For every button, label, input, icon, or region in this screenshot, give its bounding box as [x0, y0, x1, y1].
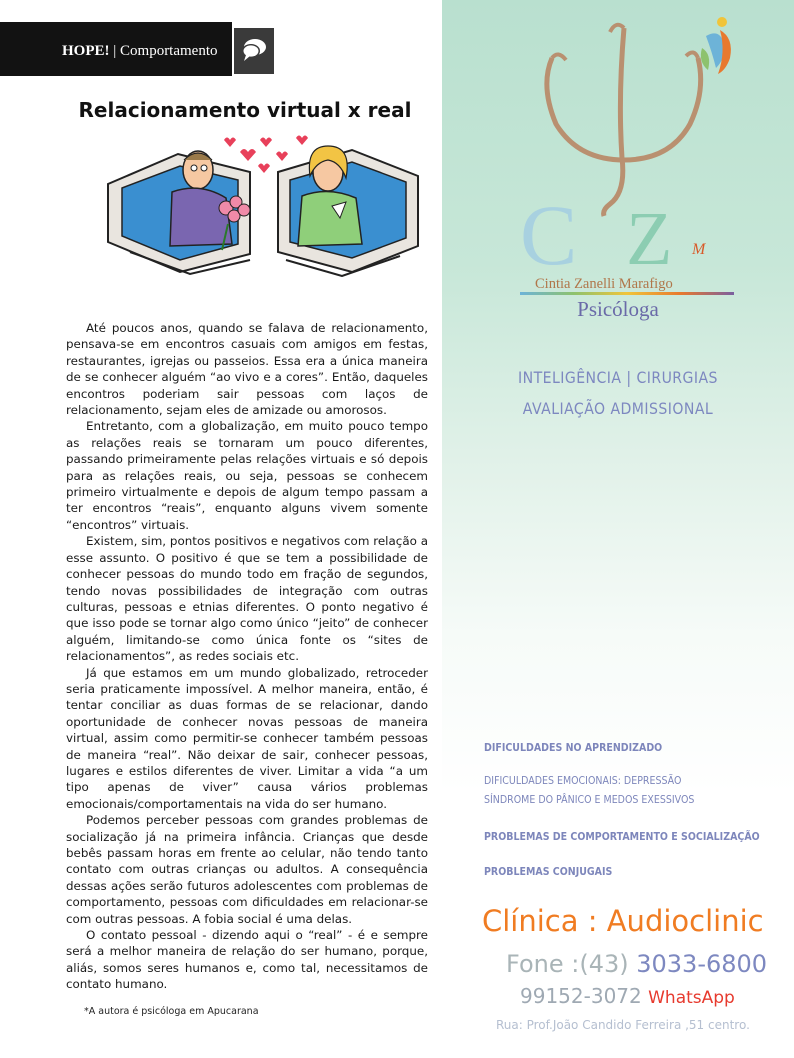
mobile-number: 99152-3072 [520, 984, 642, 1008]
section-name: HOPE! [62, 43, 110, 59]
article-paragraph: Existem, sim, pontos positivos e negativos com relação a esse assunto. O positivo é que se tem a possibilidade de conhecer pessoas do mundo todo em fração de segundos, tendo novas possibilidades de integração com outras culturas, pessoas e etnias diferentes. O ponto negativo é que isso pode se tornar algo como único “jeito” de conhecer alguém, limitando-se como única fonte os “sites de relacionamentos”, as redes sociais etc. [66, 534, 428, 664]
clinic-address: Rua: Prof.João Candido Ferreira ,51 centro. [496, 1018, 750, 1032]
couple-in-computers-illustration [100, 132, 420, 277]
whatsapp-line [520, 984, 735, 1008]
phone-number: 3033-6800 [636, 950, 768, 978]
difficulty-item: DIFICULDADES EMOCIONAIS: DEPRESSÃO [484, 774, 682, 787]
article-paragraph: Entretanto, com a globalização, em muito pouco tempo as relações reais se tornaram um pouco diferentes, passando primeiramente pelas relações virtuais e só depois para as relações reais, ou seja, pessoas se conhecem primeiro virtualmente e depois de algum tempo passam a ter encontros “reais”, enquanto alguns vivem somente “encontros” virtuais. [66, 419, 428, 532]
service-item: INTELIGÊNCIA | CIRURGIAS [518, 368, 718, 387]
difficulty-item: PROBLEMAS CONJUGAIS [484, 865, 613, 878]
svg-text:Z: Z [626, 197, 673, 276]
svg-text:M: M [692, 241, 706, 258]
phone-line [506, 950, 767, 978]
whatsapp-label: WhatsApp [648, 988, 735, 1008]
article-paragraph: Já que estamos em um mundo globalizado, retroceder seria praticamente impossível. A melhor maneira, então, é tentar conciliar as duas formas de se relacionar, dando oportunidade de conhecer novas pessoas de maneira virtual, assim como permitir-se conhecer também pessoas de maneira “real”. Não deixar de sair, conhecer pessoas, lugares e estilos diferentes de viver. Limitar a vida “a um tipo apenas de viver” causa vários problemas emocionais/comportamentais na vida do ser humano. [66, 665, 428, 811]
psychologist-name: Cintia Zanelli Marafigo [535, 276, 673, 292]
clinic-name: Clínica : Audioclinic [482, 904, 764, 938]
article-paragraph: Até poucos anos, quando se falava de relacionamento, pensava-se em encontros casuais com amigos em festas, restaurantes, igrejas ou passeios. Essa era a única maneira de se conhecer alguém “ao vivo e a cores”. Então, daqueles encontros poderiam sair pessoas com laços de relacionamento, sejam eles de amizade ou amorosos. [66, 321, 428, 418]
advertisement-panel [442, 0, 794, 1058]
section-icon-box [234, 28, 274, 74]
phone-label: Fone :(43) [506, 950, 629, 978]
speech-bubbles-icon [240, 37, 268, 63]
difficulty-item: PROBLEMAS DE COMPORTAMENTO E SOCIALIZAÇÃO [484, 830, 760, 843]
section-category: Comportamento [120, 43, 218, 59]
section-header [62, 43, 218, 60]
service-item: AVALIAÇÃO ADMISSIONAL [522, 399, 714, 418]
article-paragraph: Podemos perceber pessoas com grandes problemas de socialização já na primeira infância. Crianças que desde bebês passam horas em frente ao celular, não tendo tanto contato com outras crianças ou adultos. A consequência dessas ações serão futuros adolescentes com problemas de comportamento, pessoas com dificuldades em relacionar-se com outras pessoas. A fobia social é uma delas. [66, 813, 428, 926]
difficulty-item: DIFICULDADES NO APRENDIZADO [484, 741, 663, 754]
logo-rule [520, 292, 734, 295]
difficulty-item: SÍNDROME DO PÂNICO E MEDOS EXESSIVOS [484, 793, 695, 806]
author-footnote: *A autora é psicóloga em Apucarana [84, 1006, 259, 1017]
psi-logo [512, 8, 742, 276]
section-separator: | [113, 43, 121, 59]
psychologist-role: Psicóloga [577, 297, 659, 321]
services-list [463, 362, 773, 424]
svg-text:C: C [520, 187, 578, 276]
article-title: Relacionamento virtual x real [78, 98, 412, 122]
article-body [66, 320, 428, 993]
article-paragraph: O contato pessoal - dizendo aqui o “real” - é e sempre será a melhor maneira de relação do ser humano, porque, aliás, somos seres humanos e, como tal, necessitamos de contato humano. [66, 928, 428, 992]
